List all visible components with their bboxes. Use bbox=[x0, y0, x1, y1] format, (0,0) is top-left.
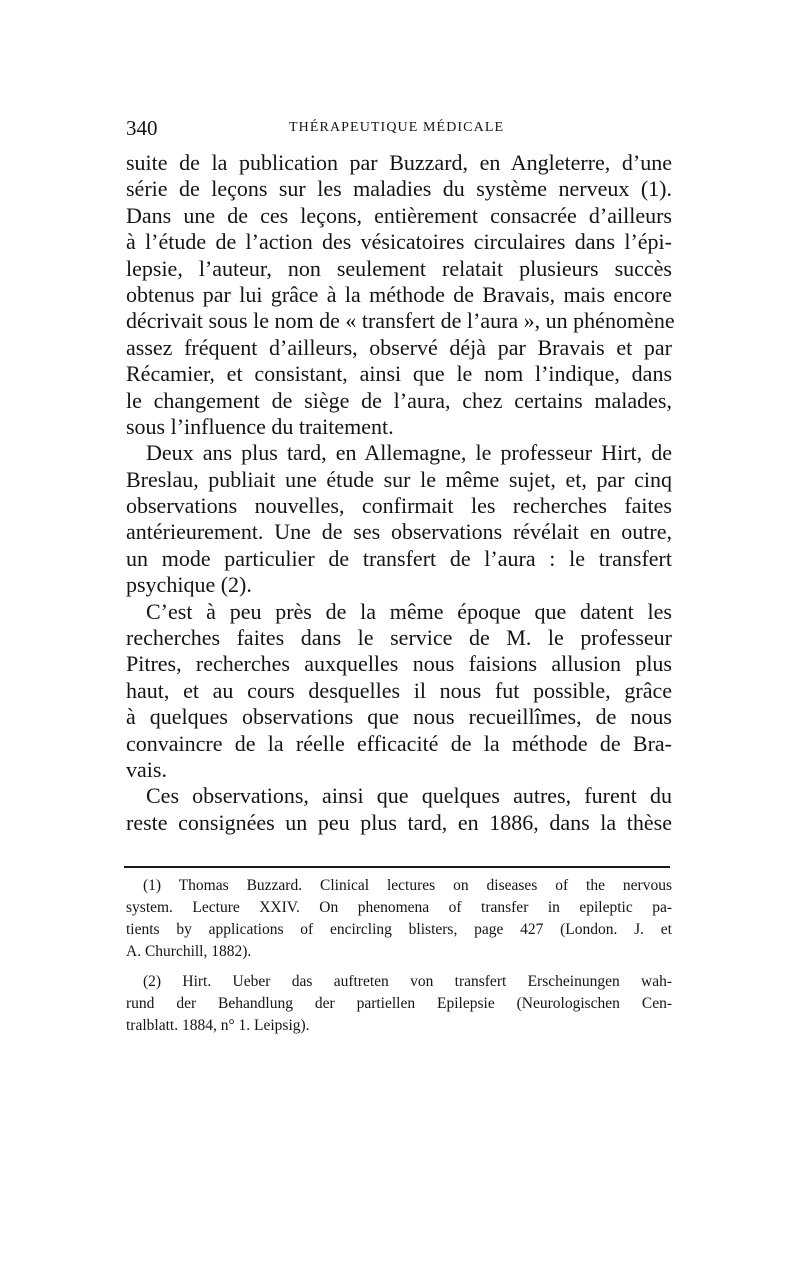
text-line: vais. bbox=[126, 756, 167, 782]
footnote-line: system. Lecture XXIV. On phenomena of transfer in epileptic pa- bbox=[126, 899, 672, 916]
text-line: Récamier, et consistant, ainsi que le nom l’indique, dans bbox=[126, 361, 672, 387]
text-line: reste consignées un peu plus tard, en 1886, dans la thèse bbox=[126, 809, 672, 835]
footnotes bbox=[126, 875, 672, 1037]
text-line: à l’étude de l’action des vésicatoires circulaires dans l’épi- bbox=[126, 229, 672, 255]
text-line: Breslau, publiait une étude sur le même sujet, et, par cinq bbox=[126, 466, 672, 492]
text-line: obtenus par lui grâce à la méthode de Bravais, mais encore bbox=[126, 281, 672, 307]
footnote-line: A. Churchill, 1882). bbox=[126, 943, 252, 960]
text-line: C’est à peu près de la même époque que datent les bbox=[146, 598, 672, 624]
body-text bbox=[126, 150, 675, 836]
text-line: série de leçons sur les maladies du système nerveux (1). bbox=[126, 176, 672, 202]
footnote-divider bbox=[124, 866, 670, 868]
text-line: psychique (2). bbox=[126, 572, 252, 598]
footnote-line: (2) Hirt. Ueber das auftreten von transfert Erscheinungen wah- bbox=[143, 973, 672, 990]
text-line: assez fréquent d’ailleurs, observé déjà par Bravais et par bbox=[126, 334, 672, 360]
text-line: haut, et au cours desquelles il nous fut possible, grâce bbox=[126, 677, 672, 703]
text-line: Deux ans plus tard, en Allemagne, le professeur Hirt, de bbox=[146, 440, 672, 466]
text-line: Dans une de ces leçons, entièrement consacrée d’ailleurs bbox=[126, 202, 672, 228]
text-line: un mode particulier de transfert de l’aura : le transfert bbox=[126, 545, 672, 571]
text-line: antérieurement. Une de ses observations révélait en outre, bbox=[126, 519, 672, 545]
text-line: suite de la publication par Buzzard, en Angleterre, d’une bbox=[126, 150, 672, 175]
page-header bbox=[126, 116, 672, 144]
text-line: lepsie, l’auteur, non seulement relatait plusieurs succès bbox=[126, 255, 672, 281]
text-line: à quelques observations que nous recueillîmes, de nous bbox=[126, 704, 672, 730]
footnote-line: tients by applications of encircling blisters, page 427 (London. J. et bbox=[126, 921, 672, 938]
running-title: THÉRAPEUTIQUE MÉDICALE bbox=[289, 120, 505, 135]
footnote-line: (1) Thomas Buzzard. Clinical lectures on diseases of the nervous bbox=[143, 877, 672, 894]
text-line: Pitres, recherches auxquelles nous faisions allusion plus bbox=[126, 651, 672, 677]
footnote-line: tralblatt. 1884, n° 1. Leipsig). bbox=[126, 1017, 310, 1034]
footnote-line: rund der Behandlung der partiellen Epilepsie (Neurologischen Cen- bbox=[126, 995, 672, 1012]
text-line: convaincre de la réelle efficacité de la méthode de Bra- bbox=[126, 730, 672, 756]
text-line: décrivait sous le nom de « transfert de l’aura », un phénomène bbox=[126, 308, 675, 334]
footnote-gap bbox=[126, 963, 672, 971]
text-line: sous l’influence du traitement. bbox=[126, 413, 394, 439]
text-line: observations nouvelles, confirmait les recherches faites bbox=[126, 493, 672, 519]
text-line: recherches faites dans le service de M. le professeur bbox=[126, 625, 672, 651]
text-line: Ces observations, ainsi que quelques autres, furent du bbox=[146, 783, 672, 809]
page-number: 340 bbox=[126, 116, 158, 140]
text-line: le changement de siège de l’aura, chez certains malades, bbox=[126, 387, 672, 413]
